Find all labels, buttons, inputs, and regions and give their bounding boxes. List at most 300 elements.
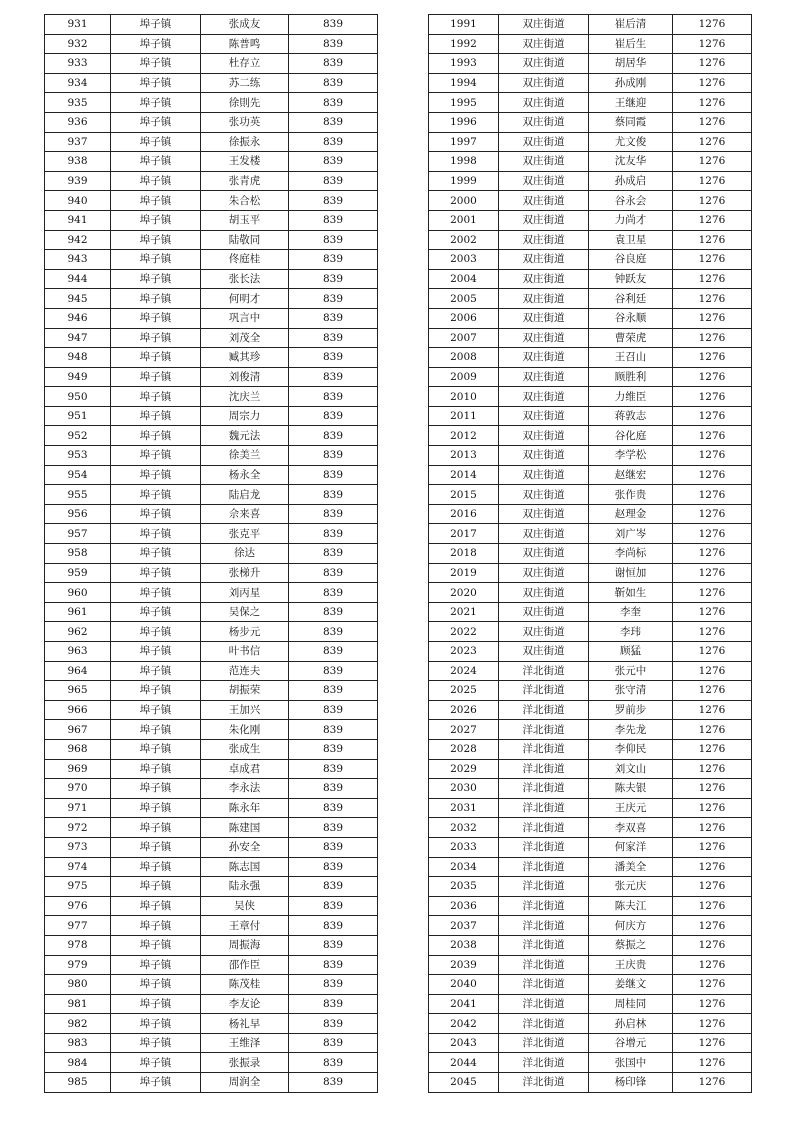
left-table bbox=[44, 14, 378, 1093]
amount-cell: 1276 bbox=[673, 132, 752, 152]
name-cell: 沈庆兰 bbox=[201, 387, 289, 407]
town-cell: 埠子镇 bbox=[111, 916, 201, 936]
row-number: 974 bbox=[45, 857, 111, 877]
name-cell: 张克平 bbox=[201, 524, 289, 544]
table-row bbox=[45, 406, 378, 426]
town-cell: 双庄街道 bbox=[499, 210, 589, 230]
name-cell: 李永法 bbox=[201, 779, 289, 799]
amount-cell: 1276 bbox=[673, 1014, 752, 1034]
row-number: 962 bbox=[45, 622, 111, 642]
amount-cell: 839 bbox=[289, 544, 378, 564]
amount-cell: 839 bbox=[289, 720, 378, 740]
row-number: 956 bbox=[45, 504, 111, 524]
row-number: 2039 bbox=[429, 955, 499, 975]
town-cell: 埠子镇 bbox=[111, 367, 201, 387]
row-number: 2019 bbox=[429, 563, 499, 583]
table-row bbox=[45, 191, 378, 211]
town-cell: 埠子镇 bbox=[111, 642, 201, 662]
row-number: 940 bbox=[45, 191, 111, 211]
amount-cell: 1276 bbox=[673, 93, 752, 113]
name-cell: 朱化刚 bbox=[201, 720, 289, 740]
amount-cell: 839 bbox=[289, 230, 378, 250]
table-row bbox=[45, 739, 378, 759]
name-cell: 张振录 bbox=[201, 1053, 289, 1073]
name-cell: 胡振荣 bbox=[201, 681, 289, 701]
amount-cell: 1276 bbox=[673, 896, 752, 916]
amount-cell: 1276 bbox=[673, 210, 752, 230]
amount-cell: 1276 bbox=[673, 837, 752, 857]
town-cell: 洋北街道 bbox=[499, 681, 589, 701]
row-number: 2002 bbox=[429, 230, 499, 250]
row-number: 2038 bbox=[429, 935, 499, 955]
town-cell: 双庄街道 bbox=[499, 308, 589, 328]
amount-cell: 1276 bbox=[673, 935, 752, 955]
name-cell: 孙成启 bbox=[589, 171, 673, 191]
row-number: 2036 bbox=[429, 896, 499, 916]
amount-cell: 1276 bbox=[673, 622, 752, 642]
name-cell: 陈夫银 bbox=[589, 779, 673, 799]
town-cell: 洋北街道 bbox=[499, 994, 589, 1014]
name-cell: 苏二练 bbox=[201, 73, 289, 93]
name-cell: 周宗力 bbox=[201, 406, 289, 426]
table-row bbox=[429, 504, 752, 524]
town-cell: 埠子镇 bbox=[111, 739, 201, 759]
amount-cell: 1276 bbox=[673, 681, 752, 701]
town-cell: 埠子镇 bbox=[111, 798, 201, 818]
town-cell: 洋北街道 bbox=[499, 759, 589, 779]
row-number: 2031 bbox=[429, 798, 499, 818]
amount-cell: 839 bbox=[289, 504, 378, 524]
table-row bbox=[429, 877, 752, 897]
town-cell: 双庄街道 bbox=[499, 152, 589, 172]
amount-cell: 839 bbox=[289, 681, 378, 701]
table-row bbox=[429, 622, 752, 642]
name-cell: 潘美全 bbox=[589, 857, 673, 877]
row-number: 975 bbox=[45, 877, 111, 897]
town-cell: 洋北街道 bbox=[499, 1073, 589, 1093]
amount-cell: 839 bbox=[289, 700, 378, 720]
amount-cell: 839 bbox=[289, 1053, 378, 1073]
row-number: 1993 bbox=[429, 54, 499, 74]
amount-cell: 1276 bbox=[673, 406, 752, 426]
name-cell: 陈志国 bbox=[201, 857, 289, 877]
table-row bbox=[429, 1073, 752, 1093]
row-number: 966 bbox=[45, 700, 111, 720]
row-number: 2024 bbox=[429, 661, 499, 681]
table-row bbox=[45, 348, 378, 368]
name-cell: 孙启林 bbox=[589, 1014, 673, 1034]
table-row bbox=[45, 837, 378, 857]
amount-cell: 1276 bbox=[673, 994, 752, 1014]
row-number: 2007 bbox=[429, 328, 499, 348]
name-cell: 周润全 bbox=[201, 1073, 289, 1093]
amount-cell: 839 bbox=[289, 1014, 378, 1034]
amount-cell: 1276 bbox=[673, 1073, 752, 1093]
name-cell: 谷良庭 bbox=[589, 250, 673, 270]
table-row bbox=[429, 994, 752, 1014]
table-row bbox=[429, 485, 752, 505]
town-cell: 洋北街道 bbox=[499, 857, 589, 877]
table-row bbox=[429, 935, 752, 955]
name-cell: 沈友华 bbox=[589, 152, 673, 172]
town-cell: 埠子镇 bbox=[111, 975, 201, 995]
name-cell: 王加兴 bbox=[201, 700, 289, 720]
name-cell: 陆永强 bbox=[201, 877, 289, 897]
table-row bbox=[45, 230, 378, 250]
town-cell: 埠子镇 bbox=[111, 622, 201, 642]
table-row bbox=[429, 975, 752, 995]
amount-cell: 1276 bbox=[673, 975, 752, 995]
row-number: 935 bbox=[45, 93, 111, 113]
town-cell: 埠子镇 bbox=[111, 504, 201, 524]
town-cell: 双庄街道 bbox=[499, 191, 589, 211]
row-number: 942 bbox=[45, 230, 111, 250]
amount-cell: 1276 bbox=[673, 779, 752, 799]
row-number: 2008 bbox=[429, 348, 499, 368]
name-cell: 朱合松 bbox=[201, 191, 289, 211]
town-cell: 埠子镇 bbox=[111, 269, 201, 289]
table-row bbox=[45, 1014, 378, 1034]
name-cell: 张长法 bbox=[201, 269, 289, 289]
amount-cell: 839 bbox=[289, 34, 378, 54]
town-cell: 埠子镇 bbox=[111, 1053, 201, 1073]
amount-cell: 1276 bbox=[673, 348, 752, 368]
name-cell: 徐达 bbox=[201, 544, 289, 564]
table-row bbox=[45, 955, 378, 975]
amount-cell: 1276 bbox=[673, 15, 752, 35]
table-row bbox=[45, 661, 378, 681]
town-cell: 埠子镇 bbox=[111, 93, 201, 113]
amount-cell: 1276 bbox=[673, 524, 752, 544]
name-cell: 姜继文 bbox=[589, 975, 673, 995]
row-number: 954 bbox=[45, 465, 111, 485]
amount-cell: 839 bbox=[289, 348, 378, 368]
table-row bbox=[45, 504, 378, 524]
row-number: 958 bbox=[45, 544, 111, 564]
town-cell: 双庄街道 bbox=[499, 524, 589, 544]
row-number: 976 bbox=[45, 896, 111, 916]
amount-cell: 1276 bbox=[673, 191, 752, 211]
amount-cell: 839 bbox=[289, 602, 378, 622]
row-number: 2034 bbox=[429, 857, 499, 877]
table-row bbox=[429, 328, 752, 348]
row-number: 2022 bbox=[429, 622, 499, 642]
name-cell: 赵理金 bbox=[589, 504, 673, 524]
row-number: 2013 bbox=[429, 446, 499, 466]
amount-cell: 839 bbox=[289, 642, 378, 662]
table-row bbox=[429, 818, 752, 838]
row-number: 1998 bbox=[429, 152, 499, 172]
table-row bbox=[429, 700, 752, 720]
town-cell: 埠子镇 bbox=[111, 132, 201, 152]
name-cell: 徐則先 bbox=[201, 93, 289, 113]
table-row bbox=[45, 975, 378, 995]
town-cell: 埠子镇 bbox=[111, 1033, 201, 1053]
amount-cell: 839 bbox=[289, 112, 378, 132]
name-cell: 王维泽 bbox=[201, 1033, 289, 1053]
town-cell: 双庄街道 bbox=[499, 112, 589, 132]
table-row bbox=[45, 54, 378, 74]
table-row bbox=[429, 73, 752, 93]
town-cell: 双庄街道 bbox=[499, 73, 589, 93]
name-cell: 刘丙星 bbox=[201, 583, 289, 603]
amount-cell: 839 bbox=[289, 896, 378, 916]
row-number: 1994 bbox=[429, 73, 499, 93]
row-number: 1999 bbox=[429, 171, 499, 191]
row-number: 2029 bbox=[429, 759, 499, 779]
name-cell: 杨永全 bbox=[201, 465, 289, 485]
name-cell: 张梯升 bbox=[201, 563, 289, 583]
table-row bbox=[429, 1014, 752, 1034]
row-number: 2017 bbox=[429, 524, 499, 544]
amount-cell: 1276 bbox=[673, 328, 752, 348]
row-number: 934 bbox=[45, 73, 111, 93]
name-cell: 李仰民 bbox=[589, 739, 673, 759]
town-cell: 双庄街道 bbox=[499, 34, 589, 54]
town-cell: 埠子镇 bbox=[111, 779, 201, 799]
row-number: 981 bbox=[45, 994, 111, 1014]
row-number: 984 bbox=[45, 1053, 111, 1073]
amount-cell: 1276 bbox=[673, 602, 752, 622]
town-cell: 埠子镇 bbox=[111, 348, 201, 368]
town-cell: 双庄街道 bbox=[499, 15, 589, 35]
name-cell: 孙安全 bbox=[201, 837, 289, 857]
row-number: 985 bbox=[45, 1073, 111, 1093]
amount-cell: 1276 bbox=[673, 171, 752, 191]
name-cell: 胡居华 bbox=[589, 54, 673, 74]
row-number: 2004 bbox=[429, 269, 499, 289]
name-cell: 王庆元 bbox=[589, 798, 673, 818]
table-row bbox=[429, 1033, 752, 1053]
town-cell: 埠子镇 bbox=[111, 661, 201, 681]
town-cell: 洋北街道 bbox=[499, 798, 589, 818]
table-row bbox=[45, 779, 378, 799]
name-cell: 李学松 bbox=[589, 446, 673, 466]
amount-cell: 839 bbox=[289, 837, 378, 857]
town-cell: 双庄街道 bbox=[499, 230, 589, 250]
table-row bbox=[45, 524, 378, 544]
amount-cell: 839 bbox=[289, 994, 378, 1014]
amount-cell: 839 bbox=[289, 446, 378, 466]
amount-cell: 839 bbox=[289, 857, 378, 877]
town-cell: 洋北街道 bbox=[499, 877, 589, 897]
amount-cell: 1276 bbox=[673, 1053, 752, 1073]
town-cell: 双庄街道 bbox=[499, 485, 589, 505]
name-cell: 张守清 bbox=[589, 681, 673, 701]
name-cell: 王发楼 bbox=[201, 152, 289, 172]
row-number: 2009 bbox=[429, 367, 499, 387]
row-number: 2015 bbox=[429, 485, 499, 505]
town-cell: 双庄街道 bbox=[499, 446, 589, 466]
town-cell: 双庄街道 bbox=[499, 250, 589, 270]
name-cell: 范连夫 bbox=[201, 661, 289, 681]
name-cell: 何明才 bbox=[201, 289, 289, 309]
name-cell: 何家洋 bbox=[589, 837, 673, 857]
row-number: 973 bbox=[45, 837, 111, 857]
row-number: 938 bbox=[45, 152, 111, 172]
row-number: 2044 bbox=[429, 1053, 499, 1073]
row-number: 949 bbox=[45, 367, 111, 387]
row-number: 2011 bbox=[429, 406, 499, 426]
table-row bbox=[45, 602, 378, 622]
town-cell: 埠子镇 bbox=[111, 583, 201, 603]
town-cell: 洋北街道 bbox=[499, 1014, 589, 1034]
amount-cell: 1276 bbox=[673, 583, 752, 603]
row-number: 978 bbox=[45, 935, 111, 955]
town-cell: 双庄街道 bbox=[499, 602, 589, 622]
table-row bbox=[429, 661, 752, 681]
name-cell: 王庆贵 bbox=[589, 955, 673, 975]
row-number: 948 bbox=[45, 348, 111, 368]
table-row bbox=[45, 367, 378, 387]
amount-cell: 839 bbox=[289, 465, 378, 485]
town-cell: 埠子镇 bbox=[111, 994, 201, 1014]
town-cell: 埠子镇 bbox=[111, 720, 201, 740]
amount-cell: 839 bbox=[289, 661, 378, 681]
table-row bbox=[429, 544, 752, 564]
name-cell: 力维臣 bbox=[589, 387, 673, 407]
row-number: 959 bbox=[45, 563, 111, 583]
table-row bbox=[429, 426, 752, 446]
amount-cell: 839 bbox=[289, 15, 378, 35]
amount-cell: 1276 bbox=[673, 798, 752, 818]
row-number: 2001 bbox=[429, 210, 499, 230]
name-cell: 李双喜 bbox=[589, 818, 673, 838]
row-number: 965 bbox=[45, 681, 111, 701]
table-row bbox=[45, 857, 378, 877]
name-cell: 李先龙 bbox=[589, 720, 673, 740]
row-number: 2012 bbox=[429, 426, 499, 446]
name-cell: 顾猛 bbox=[589, 642, 673, 662]
table-row bbox=[45, 152, 378, 172]
table-row bbox=[45, 935, 378, 955]
town-cell: 埠子镇 bbox=[111, 681, 201, 701]
town-cell: 埠子镇 bbox=[111, 308, 201, 328]
amount-cell: 1276 bbox=[673, 250, 752, 270]
table-row bbox=[45, 1073, 378, 1093]
town-cell: 双庄街道 bbox=[499, 504, 589, 524]
name-cell: 周振海 bbox=[201, 935, 289, 955]
table-row bbox=[429, 524, 752, 544]
table-row bbox=[429, 289, 752, 309]
table-row bbox=[429, 602, 752, 622]
row-number: 947 bbox=[45, 328, 111, 348]
row-number: 2032 bbox=[429, 818, 499, 838]
town-cell: 洋北街道 bbox=[499, 1033, 589, 1053]
amount-cell: 1276 bbox=[673, 112, 752, 132]
amount-cell: 839 bbox=[289, 563, 378, 583]
town-cell: 埠子镇 bbox=[111, 877, 201, 897]
amount-cell: 1276 bbox=[673, 308, 752, 328]
row-number: 2037 bbox=[429, 916, 499, 936]
row-number: 2014 bbox=[429, 465, 499, 485]
table-row bbox=[429, 1053, 752, 1073]
town-cell: 双庄街道 bbox=[499, 171, 589, 191]
amount-cell: 839 bbox=[289, 1073, 378, 1093]
amount-cell: 839 bbox=[289, 779, 378, 799]
row-number: 931 bbox=[45, 15, 111, 35]
row-number: 968 bbox=[45, 739, 111, 759]
amount-cell: 1276 bbox=[673, 426, 752, 446]
row-number: 983 bbox=[45, 1033, 111, 1053]
name-cell: 王继迎 bbox=[589, 93, 673, 113]
name-cell: 王章付 bbox=[201, 916, 289, 936]
table-row bbox=[429, 916, 752, 936]
name-cell: 吴保之 bbox=[201, 602, 289, 622]
name-cell: 何庆方 bbox=[589, 916, 673, 936]
town-cell: 埠子镇 bbox=[111, 210, 201, 230]
amount-cell: 1276 bbox=[673, 73, 752, 93]
name-cell: 谷永会 bbox=[589, 191, 673, 211]
name-cell: 崔后清 bbox=[589, 15, 673, 35]
row-number: 961 bbox=[45, 602, 111, 622]
row-number: 2026 bbox=[429, 700, 499, 720]
row-number: 953 bbox=[45, 446, 111, 466]
table-row bbox=[429, 857, 752, 877]
town-cell: 双庄街道 bbox=[499, 93, 589, 113]
town-cell: 洋北街道 bbox=[499, 661, 589, 681]
amount-cell: 1276 bbox=[673, 544, 752, 564]
name-cell: 张作贵 bbox=[589, 485, 673, 505]
name-cell: 王召山 bbox=[589, 348, 673, 368]
amount-cell: 1276 bbox=[673, 916, 752, 936]
row-number: 2000 bbox=[429, 191, 499, 211]
table-row bbox=[429, 250, 752, 270]
name-cell: 周桂同 bbox=[589, 994, 673, 1014]
table-row bbox=[429, 837, 752, 857]
town-cell: 埠子镇 bbox=[111, 896, 201, 916]
amount-cell: 839 bbox=[289, 798, 378, 818]
name-cell: 谢恒加 bbox=[589, 563, 673, 583]
table-row bbox=[429, 583, 752, 603]
row-number: 946 bbox=[45, 308, 111, 328]
town-cell: 埠子镇 bbox=[111, 818, 201, 838]
table-row bbox=[429, 955, 752, 975]
table-row bbox=[429, 132, 752, 152]
name-cell: 孙成刚 bbox=[589, 73, 673, 93]
amount-cell: 839 bbox=[289, 426, 378, 446]
amount-cell: 1276 bbox=[673, 465, 752, 485]
amount-cell: 1276 bbox=[673, 720, 752, 740]
amount-cell: 1276 bbox=[673, 563, 752, 583]
town-cell: 埠子镇 bbox=[111, 426, 201, 446]
town-cell: 埠子镇 bbox=[111, 857, 201, 877]
name-cell: 张元庆 bbox=[589, 877, 673, 897]
amount-cell: 1276 bbox=[673, 152, 752, 172]
table-row bbox=[45, 289, 378, 309]
name-cell: 李尚标 bbox=[589, 544, 673, 564]
town-cell: 洋北街道 bbox=[499, 700, 589, 720]
town-cell: 埠子镇 bbox=[111, 171, 201, 191]
amount-cell: 1276 bbox=[673, 387, 752, 407]
row-number: 2016 bbox=[429, 504, 499, 524]
table-row bbox=[429, 387, 752, 407]
amount-cell: 1276 bbox=[673, 269, 752, 289]
row-number: 2023 bbox=[429, 642, 499, 662]
amount-cell: 839 bbox=[289, 54, 378, 74]
town-cell: 埠子镇 bbox=[111, 759, 201, 779]
table-row bbox=[45, 132, 378, 152]
table-row bbox=[45, 112, 378, 132]
row-number: 951 bbox=[45, 406, 111, 426]
name-cell: 刘茂全 bbox=[201, 328, 289, 348]
town-cell: 双庄街道 bbox=[499, 348, 589, 368]
table-row bbox=[45, 994, 378, 1014]
amount-cell: 839 bbox=[289, 877, 378, 897]
row-number: 982 bbox=[45, 1014, 111, 1034]
table-row bbox=[429, 739, 752, 759]
name-cell: 张国中 bbox=[589, 1053, 673, 1073]
